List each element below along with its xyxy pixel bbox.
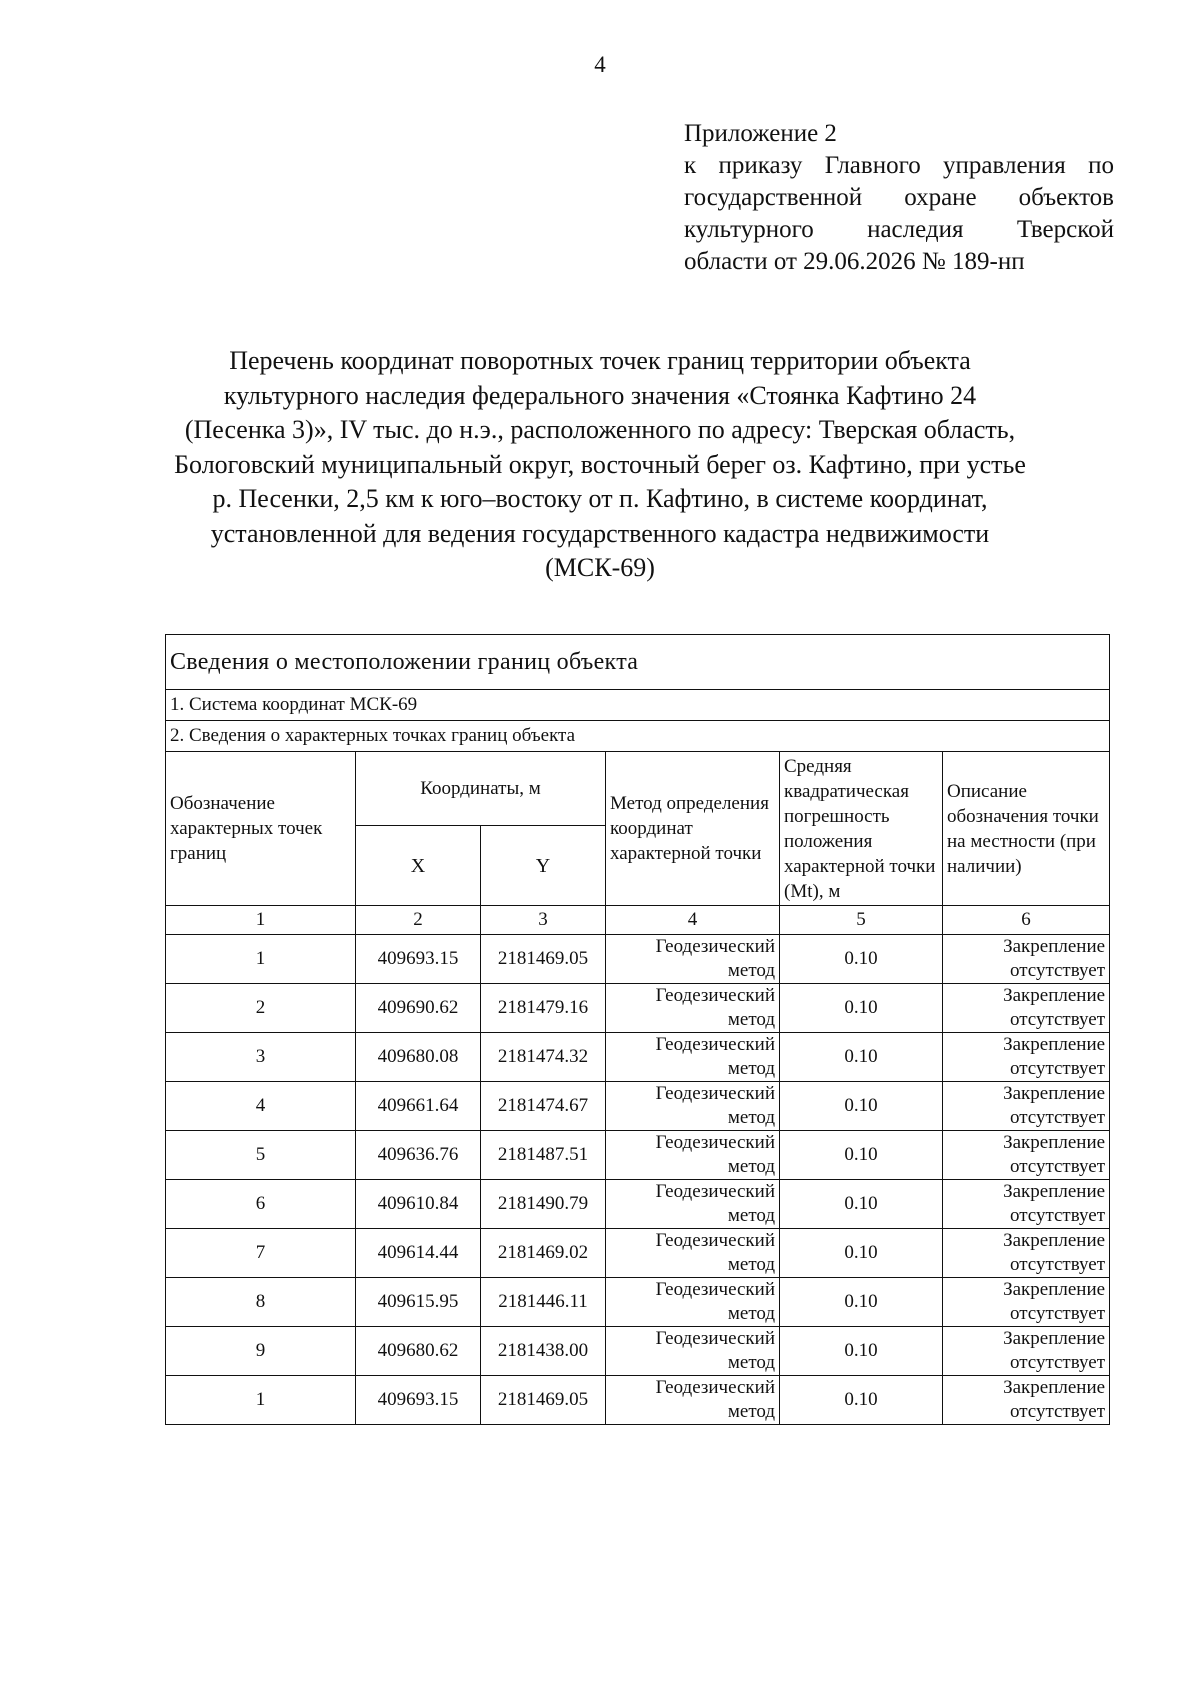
method-line: Геодезический bbox=[655, 1083, 775, 1104]
title-line: (МСК-69) bbox=[545, 553, 655, 582]
method-line: Геодезический bbox=[655, 936, 775, 957]
description-line: отсутствует bbox=[1010, 1352, 1106, 1373]
coord-y: 2181474.32 bbox=[481, 1033, 606, 1082]
method-line: метод bbox=[727, 1401, 775, 1422]
description-line: Закрепление bbox=[1003, 936, 1106, 957]
title-line: установленной для ведения государственного кадастра недвижимости bbox=[210, 518, 990, 548]
table-row bbox=[166, 984, 1110, 1033]
error-value: 0.10 bbox=[780, 1229, 943, 1278]
description-cell bbox=[943, 935, 1110, 984]
error-value: 0.10 bbox=[780, 1180, 943, 1229]
method-line: метод bbox=[727, 1156, 775, 1177]
table-row bbox=[166, 1327, 1110, 1376]
description-cell bbox=[943, 984, 1110, 1033]
coord-x: 409661.64 bbox=[356, 1082, 481, 1131]
coord-y: 2181487.51 bbox=[481, 1131, 606, 1180]
point-number: 3 bbox=[166, 1033, 356, 1082]
coord-x: 409690.62 bbox=[356, 984, 481, 1033]
points-info-row: 2. Сведения о характерных точках границ объекта bbox=[166, 721, 1110, 752]
method-cell bbox=[606, 1278, 780, 1327]
header-method: Метод определения координат характерной точки bbox=[606, 752, 780, 906]
coord-y: 2181490.79 bbox=[481, 1180, 606, 1229]
method-line: Геодезический bbox=[655, 985, 775, 1006]
description-line: Закрепление bbox=[1003, 1181, 1106, 1202]
method-line: Геодезический bbox=[655, 1132, 775, 1153]
title-line: р. Песенки, 2,5 км к юго–востоку от п. Кафтино, в системе координат, bbox=[212, 484, 988, 513]
header-description: Описание обозначения точки на местности (при наличии) bbox=[943, 752, 1110, 906]
method-line: Геодезический bbox=[655, 1328, 775, 1349]
method-line: метод bbox=[727, 1352, 775, 1373]
column-number: 1 bbox=[166, 906, 356, 935]
coord-x: 409610.84 bbox=[356, 1180, 481, 1229]
coord-y: 2181438.00 bbox=[481, 1327, 606, 1376]
table-row bbox=[166, 1180, 1110, 1229]
method-line: Геодезический bbox=[655, 1377, 775, 1398]
description-line: Закрепление bbox=[1003, 1279, 1106, 1300]
coord-system-row: 1. Система координат МСК-69 bbox=[166, 690, 1110, 721]
coord-y: 2181479.16 bbox=[481, 984, 606, 1033]
method-line: метод bbox=[727, 1009, 775, 1030]
appendix-line: культурного наследия Тверской bbox=[684, 216, 1114, 243]
coord-x: 409680.08 bbox=[356, 1033, 481, 1082]
error-value: 0.10 bbox=[780, 984, 943, 1033]
point-number: 8 bbox=[166, 1278, 356, 1327]
header-y: Y bbox=[481, 826, 606, 906]
column-number: 5 bbox=[780, 906, 943, 935]
table-row bbox=[166, 1229, 1110, 1278]
page-number: 4 bbox=[594, 52, 606, 77]
coord-x: 409615.95 bbox=[356, 1278, 481, 1327]
table-row bbox=[166, 935, 1110, 984]
header-coordinates: Координаты, м bbox=[356, 752, 606, 826]
error-value: 0.10 bbox=[780, 1376, 943, 1425]
description-line: Закрепление bbox=[1003, 1034, 1106, 1055]
column-number: 2 bbox=[356, 906, 481, 935]
description-cell bbox=[943, 1229, 1110, 1278]
description-cell bbox=[943, 1327, 1110, 1376]
description-line: Закрепление bbox=[1003, 1377, 1106, 1398]
description-line: Закрепление bbox=[1003, 1083, 1106, 1104]
point-number: 4 bbox=[166, 1082, 356, 1131]
error-value: 0.10 bbox=[780, 1033, 943, 1082]
column-number: 3 bbox=[481, 906, 606, 935]
coord-x: 409636.76 bbox=[356, 1131, 481, 1180]
description-cell bbox=[943, 1278, 1110, 1327]
header-designation: Обозначение характерных точек границ bbox=[166, 752, 356, 906]
method-cell bbox=[606, 984, 780, 1033]
method-line: метод bbox=[727, 1058, 775, 1079]
point-number: 7 bbox=[166, 1229, 356, 1278]
coord-x: 409693.15 bbox=[356, 1376, 481, 1425]
description-line: отсутствует bbox=[1010, 1156, 1106, 1177]
header-error: Средняя квадратическая погрешность положения характерной точки (Mt), м bbox=[780, 752, 943, 906]
title-line: культурного наследия федерального значения «Стоянка Кафтино 24 bbox=[223, 380, 977, 410]
coord-x: 409614.44 bbox=[356, 1229, 481, 1278]
method-line: метод bbox=[727, 1303, 775, 1324]
coord-y: 2181469.05 bbox=[481, 1376, 606, 1425]
appendix-note bbox=[684, 118, 1114, 278]
description-cell bbox=[943, 1033, 1110, 1082]
method-line: Геодезический bbox=[655, 1230, 775, 1251]
point-number: 5 bbox=[166, 1131, 356, 1180]
header-x: X bbox=[356, 826, 481, 906]
method-cell bbox=[606, 1376, 780, 1425]
description-line: отсутствует bbox=[1010, 1107, 1106, 1128]
coord-y: 2181446.11 bbox=[481, 1278, 606, 1327]
description-line: отсутствует bbox=[1010, 960, 1106, 981]
appendix-line: Приложение 2 bbox=[684, 120, 837, 147]
description-line: отсутствует bbox=[1010, 1303, 1106, 1324]
description-line: отсутствует bbox=[1010, 1401, 1106, 1422]
method-cell bbox=[606, 1229, 780, 1278]
coord-y: 2181474.67 bbox=[481, 1082, 606, 1131]
error-value: 0.10 bbox=[780, 1278, 943, 1327]
appendix-line: к приказу Главного управления по bbox=[684, 152, 1114, 179]
coord-y: 2181469.02 bbox=[481, 1229, 606, 1278]
document-title bbox=[130, 344, 1070, 586]
method-cell bbox=[606, 1327, 780, 1376]
method-line: метод bbox=[727, 1107, 775, 1128]
table-row bbox=[166, 1278, 1110, 1327]
description-line: отсутствует bbox=[1010, 1009, 1106, 1030]
coord-y: 2181469.05 bbox=[481, 935, 606, 984]
table-section-title: Сведения о местоположении границ объекта bbox=[166, 635, 1110, 690]
error-value: 0.10 bbox=[780, 1131, 943, 1180]
point-number: 1 bbox=[166, 935, 356, 984]
appendix-line: области от 29.06.2026 № 189-нп bbox=[684, 248, 1025, 275]
description-line: Закрепление bbox=[1003, 985, 1106, 1006]
table-row bbox=[166, 1131, 1110, 1180]
method-line: метод bbox=[727, 960, 775, 981]
title-line: Бологовский муниципальный округ, восточный берег оз. Кафтино, при устье bbox=[174, 449, 1026, 479]
method-cell bbox=[606, 1131, 780, 1180]
error-value: 0.10 bbox=[780, 1082, 943, 1131]
boundary-points-table bbox=[165, 634, 1110, 1425]
method-cell bbox=[606, 935, 780, 984]
coord-x: 409693.15 bbox=[356, 935, 481, 984]
title-line: (Песенка 3)», IV тыс. до н.э., расположенного по адресу: Тверская область, bbox=[184, 415, 1016, 444]
table-row bbox=[166, 1082, 1110, 1131]
error-value: 0.10 bbox=[780, 935, 943, 984]
description-cell bbox=[943, 1082, 1110, 1131]
method-cell bbox=[606, 1082, 780, 1131]
description-cell bbox=[943, 1180, 1110, 1229]
description-line: отсутствует bbox=[1010, 1205, 1106, 1226]
title-line: Перечень координат поворотных точек границ территории объекта bbox=[229, 346, 971, 375]
column-number-row bbox=[166, 906, 1110, 935]
table-row bbox=[166, 1376, 1110, 1425]
column-number: 6 bbox=[943, 906, 1110, 935]
description-line: отсутствует bbox=[1010, 1254, 1106, 1275]
method-line: Геодезический bbox=[655, 1279, 775, 1300]
method-cell bbox=[606, 1180, 780, 1229]
method-line: метод bbox=[727, 1205, 775, 1226]
point-number: 1 bbox=[166, 1376, 356, 1425]
description-cell bbox=[943, 1131, 1110, 1180]
point-number: 6 bbox=[166, 1180, 356, 1229]
description-line: отсутствует bbox=[1010, 1058, 1106, 1079]
method-line: метод bbox=[727, 1254, 775, 1275]
point-number: 9 bbox=[166, 1327, 356, 1376]
description-line: Закрепление bbox=[1003, 1230, 1106, 1251]
description-line: Закрепление bbox=[1003, 1132, 1106, 1153]
appendix-line: государственной охране объектов bbox=[684, 184, 1114, 211]
error-value: 0.10 bbox=[780, 1327, 943, 1376]
method-line: Геодезический bbox=[655, 1181, 775, 1202]
point-number: 2 bbox=[166, 984, 356, 1033]
method-cell bbox=[606, 1033, 780, 1082]
description-line: Закрепление bbox=[1003, 1328, 1106, 1349]
column-number: 4 bbox=[606, 906, 780, 935]
coord-x: 409680.62 bbox=[356, 1327, 481, 1376]
method-line: Геодезический bbox=[655, 1034, 775, 1055]
description-cell bbox=[943, 1376, 1110, 1425]
table-row bbox=[166, 1033, 1110, 1082]
